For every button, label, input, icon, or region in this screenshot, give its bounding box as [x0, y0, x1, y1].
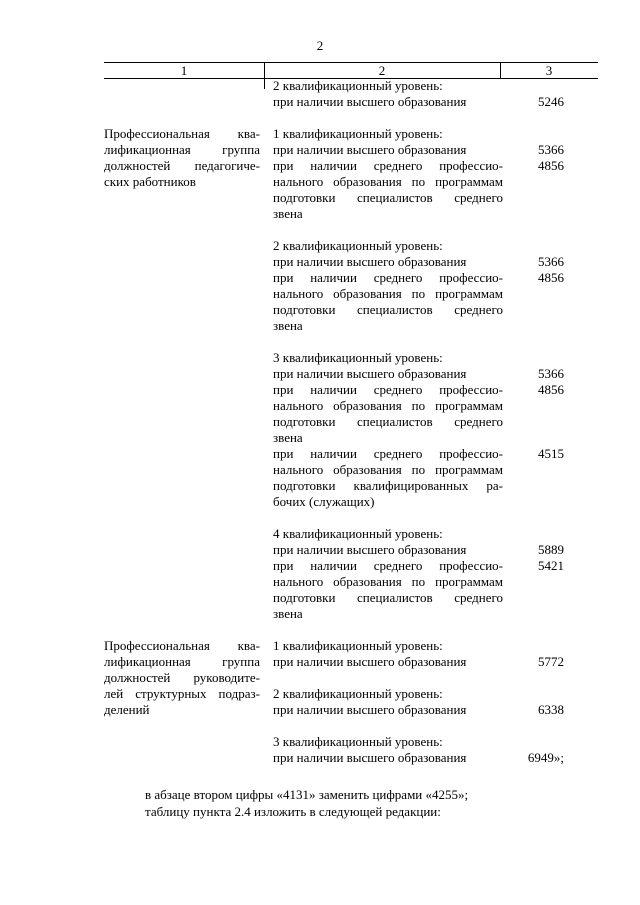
text-line: при наличии высшего образования	[273, 654, 467, 669]
paragraph: таблицу пункта 2.4 изложить в следующей редакции:	[145, 804, 441, 819]
text-line: должностей педагогиче-	[104, 158, 260, 173]
level-heading: 3 квалификационный уровень:	[273, 734, 443, 749]
text-line: Профессиональная ква-	[104, 638, 260, 653]
salary-value: 5366	[538, 254, 564, 269]
level-heading: 1 квалификационный уровень:	[273, 638, 443, 653]
salary-value: 5889	[538, 542, 564, 557]
text-line: подготовки специалистов среднего	[273, 414, 503, 429]
level-heading: 2 квалификационный уровень:	[273, 238, 443, 253]
level-heading: 3 квалификационный уровень:	[273, 350, 443, 365]
column-divider	[264, 77, 265, 89]
text-line: звена	[273, 430, 303, 445]
requirement-text	[273, 254, 503, 270]
salary-value: 4515	[538, 446, 564, 461]
text-line: при наличии среднего профессио-	[273, 558, 503, 573]
requirement-text	[273, 366, 503, 382]
header-col-3: 3	[545, 63, 553, 78]
requirement-text	[273, 158, 503, 222]
text-line: подготовки специалистов среднего	[273, 190, 503, 205]
text-line: нального образования по программам	[273, 286, 503, 301]
text-line: делений	[104, 702, 150, 717]
salary-value: 4856	[538, 270, 564, 285]
header-col-2: 2	[378, 63, 386, 78]
text-line: при наличии высшего образования	[273, 366, 467, 381]
table-header-row	[104, 62, 598, 79]
requirement-text	[273, 542, 503, 558]
text-line: звена	[273, 206, 303, 221]
salary-value: 5421	[538, 558, 564, 573]
text-line: при наличии высшего образования	[273, 702, 467, 717]
text-line: звена	[273, 318, 303, 333]
level-heading: 2 квалификационный уровень:	[273, 686, 443, 701]
level-heading: 4 квалификационный уровень:	[273, 526, 443, 541]
text-line: подготовки специалистов среднего	[273, 302, 503, 317]
text-line: нального образования по программам	[273, 462, 503, 477]
salary-value: 6338	[538, 702, 564, 717]
page-number: 2	[316, 38, 324, 53]
text-line: нального образования по программам	[273, 398, 503, 413]
requirement-text	[273, 382, 503, 446]
level-heading: 1 квалификационный уровень:	[273, 126, 443, 141]
paragraph: в абзаце втором цифры «4131» заменить цифрами «4255»;	[145, 787, 469, 802]
text-line: при наличии среднего профессио-	[273, 270, 503, 285]
salary-value: 6949»;	[527, 750, 564, 765]
text-line: лификационная группа	[104, 654, 260, 669]
text-line: при наличии среднего профессио-	[273, 158, 503, 173]
group-title	[104, 638, 260, 718]
text-line: подготовки специалистов среднего	[273, 590, 503, 605]
group-title	[104, 126, 260, 190]
requirement-text	[273, 654, 503, 670]
requirement-text	[273, 446, 503, 510]
text-line: при наличии высшего образования	[273, 542, 467, 557]
text-line: при наличии среднего профессио-	[273, 446, 503, 461]
requirement-text	[273, 142, 503, 158]
text-line: должностей руководите-	[104, 670, 260, 685]
text-line: подготовки квалифицированных ра-	[273, 478, 503, 493]
text-line: ских работников	[104, 174, 196, 189]
requirement-text	[273, 558, 503, 622]
text-line: при наличии высшего образования	[273, 750, 467, 765]
salary-value: 4856	[538, 158, 564, 173]
text-line: при наличии среднего профессио-	[273, 382, 503, 397]
text-line: при наличии высшего образования	[273, 142, 467, 157]
salary-value: 5366	[538, 366, 564, 381]
text-line: лей структурных подраз-	[104, 686, 260, 701]
salary-value: 5366	[538, 142, 564, 157]
salary-value: 5246	[538, 94, 564, 109]
level-heading: 2 квалификационный уровень:	[273, 78, 443, 93]
text-line: Профессиональная ква-	[104, 126, 260, 141]
text-line: бочих (служащих)	[273, 494, 375, 509]
text-line: при наличии высшего образования	[273, 94, 467, 109]
requirement-text	[273, 702, 503, 718]
requirement-text	[273, 750, 503, 766]
text-line: лификационная группа	[104, 142, 260, 157]
requirement-text	[273, 94, 503, 110]
text-line: при наличии высшего образования	[273, 254, 467, 269]
header-col-1: 1	[180, 63, 188, 78]
salary-value: 4856	[538, 382, 564, 397]
text-line: нального образования по программам	[273, 174, 503, 189]
requirement-text	[273, 270, 503, 334]
text-line: звена	[273, 606, 303, 621]
salary-value: 5772	[538, 654, 564, 669]
text-line: нального образования по программам	[273, 574, 503, 589]
